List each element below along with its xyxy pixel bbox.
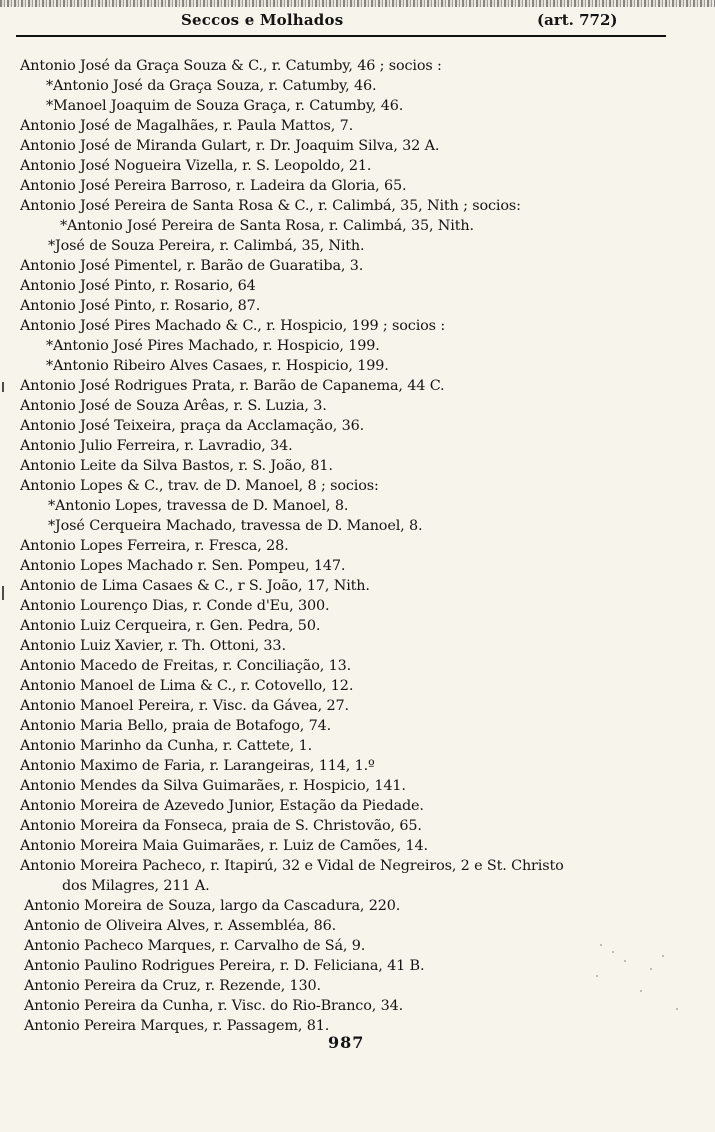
directory-entry: Antonio Moreira Maia Guimarães, r. Luiz de Camões, 14. [20, 838, 428, 854]
directory-entry: dos Milagres, 211 A. [62, 878, 210, 894]
scan-speck [624, 960, 626, 962]
directory-entry: Antonio Leite da Silva Bastos, r. S. João, 81. [20, 458, 333, 474]
margin-mark [2, 382, 4, 392]
directory-entry: Antonio José Pereira de Santa Rosa & C., r. Calimbá, 35, Nith ; socios: [20, 198, 521, 214]
scan-edge [0, 0, 715, 7]
directory-entry: Antonio José da Graça Souza & C., r. Catumby, 46 ; socios : [20, 58, 442, 74]
directory-entry: Antonio José Pereira Barroso, r. Ladeira da Gloria, 65. [20, 178, 407, 194]
directory-entry: Antonio José Pires Machado & C., r. Hospicio, 199 ; socios : [20, 318, 446, 334]
directory-entry: Antonio Lopes Machado r. Sen. Pompeu, 147. [20, 558, 346, 574]
directory-entry: Antonio Pereira Marques, r. Passagem, 81. [24, 1018, 330, 1034]
scan-speck [650, 968, 652, 970]
directory-entry: Antonio Mendes da Silva Guimarães, r. Hospicio, 141. [20, 778, 406, 794]
directory-entry: Antonio de Lima Casaes & C., r S. João, 17, Nith. [20, 578, 370, 594]
directory-entry: Antonio Julio Ferreira, r. Lavradio, 34. [20, 438, 293, 454]
directory-entry: Antonio Lopes Ferreira, r. Fresca, 28. [20, 538, 289, 554]
directory-entry: *Antonio José Pires Machado, r. Hospicio, 199. [46, 338, 380, 354]
directory-entry: Antonio Lourenço Dias, r. Conde d'Eu, 300. [20, 598, 330, 614]
page-number: 987 [328, 1033, 365, 1052]
directory-entry: Antonio José Pinto, r. Rosario, 64 [20, 278, 256, 294]
directory-entry: Antonio Manoel de Lima & C., r. Cotovello, 12. [20, 678, 354, 694]
directory-entry: Antonio José de Miranda Gulart, r. Dr. Joaquim Silva, 32 A. [20, 138, 440, 154]
directory-entry: Antonio José de Magalhães, r. Paula Mattos, 7. [20, 118, 354, 134]
directory-entry: Antonio Manoel Pereira, r. Visc. da Gávea, 27. [20, 698, 349, 714]
article-reference: (art. 772) [537, 11, 618, 29]
directory-entry: *Antonio José Pereira de Santa Rosa, r. Calimbá, 35, Nith. [60, 218, 474, 234]
directory-entry: Antonio Pereira da Cruz, r. Rezende, 130. [24, 978, 321, 994]
directory-entry: Antonio Maximo de Faria, r. Larangeiras, 114, 1.º [20, 758, 375, 774]
directory-entry: Antonio José Teixeira, praça da Acclamação, 36. [20, 418, 365, 434]
directory-entry: *Antonio Lopes, travessa de D. Manoel, 8. [48, 498, 349, 514]
directory-entry: Antonio José Pimentel, r. Barão de Guaratiba, 3. [20, 258, 364, 274]
scan-speck [596, 975, 598, 977]
directory-entry: *José Cerqueira Machado, travessa de D. Manoel, 8. [48, 518, 423, 534]
directory-entry: Antonio de Oliveira Alves, r. Assembléa, 86. [24, 918, 337, 934]
directory-entry: Antonio Moreira da Fonseca, praia de S. Christovão, 65. [20, 818, 422, 834]
directory-entry: *Manoel Joaquim de Souza Graça, r. Catumby, 46. [46, 98, 404, 114]
directory-entry: Antonio Moreira de Souza, largo da Cascadura, 220. [24, 898, 401, 914]
directory-entry: *Antonio Ribeiro Alves Casaes, r. Hospicio, 199. [46, 358, 389, 374]
directory-entry: Antonio José Pinto, r. Rosario, 87. [20, 298, 261, 314]
section-title: Seccos e Molhados [181, 11, 344, 29]
directory-entry: Antonio José de Souza Arêas, r. S. Luzia, 3. [20, 398, 327, 414]
header-rule [16, 35, 666, 37]
directory-entry: Antonio Pereira da Cunha, r. Visc. do Rio-Branco, 34. [24, 998, 404, 1014]
directory-entry: Antonio Moreira de Azevedo Junior, Estação da Piedade. [20, 798, 424, 814]
directory-entry: *José de Souza Pereira, r. Calimbá, 35, Nith. [48, 238, 365, 254]
directory-entry: Antonio Moreira Pacheco, r. Itapirú, 32 e Vidal de Negreiros, 2 e St. Christo [20, 858, 564, 874]
directory-entry: Antonio Luiz Xavier, r. Th. Ottoni, 33. [20, 638, 286, 654]
margin-mark [2, 586, 4, 600]
directory-entry: Antonio Maria Bello, praia de Botafogo, 74. [20, 718, 332, 734]
page-header [0, 8, 715, 34]
directory-entry: Antonio Pacheco Marques, r. Carvalho de Sá, 9. [24, 938, 366, 954]
scan-speck [676, 1008, 678, 1010]
directory-entry: Antonio Macedo de Freitas, r. Conciliação, 13. [20, 658, 352, 674]
directory-entry: Antonio Paulino Rodrigues Pereira, r. D. Feliciana, 41 B. [24, 958, 425, 974]
directory-entry: Antonio Lopes & C., trav. de D. Manoel, 8 ; socios: [20, 478, 379, 494]
scan-speck [600, 944, 602, 946]
directory-entry: Antonio José Nogueira Vizella, r. S. Leopoldo, 21. [20, 158, 372, 174]
scan-speck [612, 951, 614, 953]
directory-entry: Antonio Marinho da Cunha, r. Cattete, 1. [20, 738, 312, 754]
directory-entry: *Antonio José da Graça Souza, r. Catumby, 46. [46, 78, 377, 94]
scan-speck [662, 955, 664, 957]
directory-entry: Antonio Luiz Cerqueira, r. Gen. Pedra, 50. [20, 618, 321, 634]
directory-entry: Antonio José Rodrigues Prata, r. Barão de Capanema, 44 C. [20, 378, 445, 394]
scan-speck [640, 990, 642, 992]
